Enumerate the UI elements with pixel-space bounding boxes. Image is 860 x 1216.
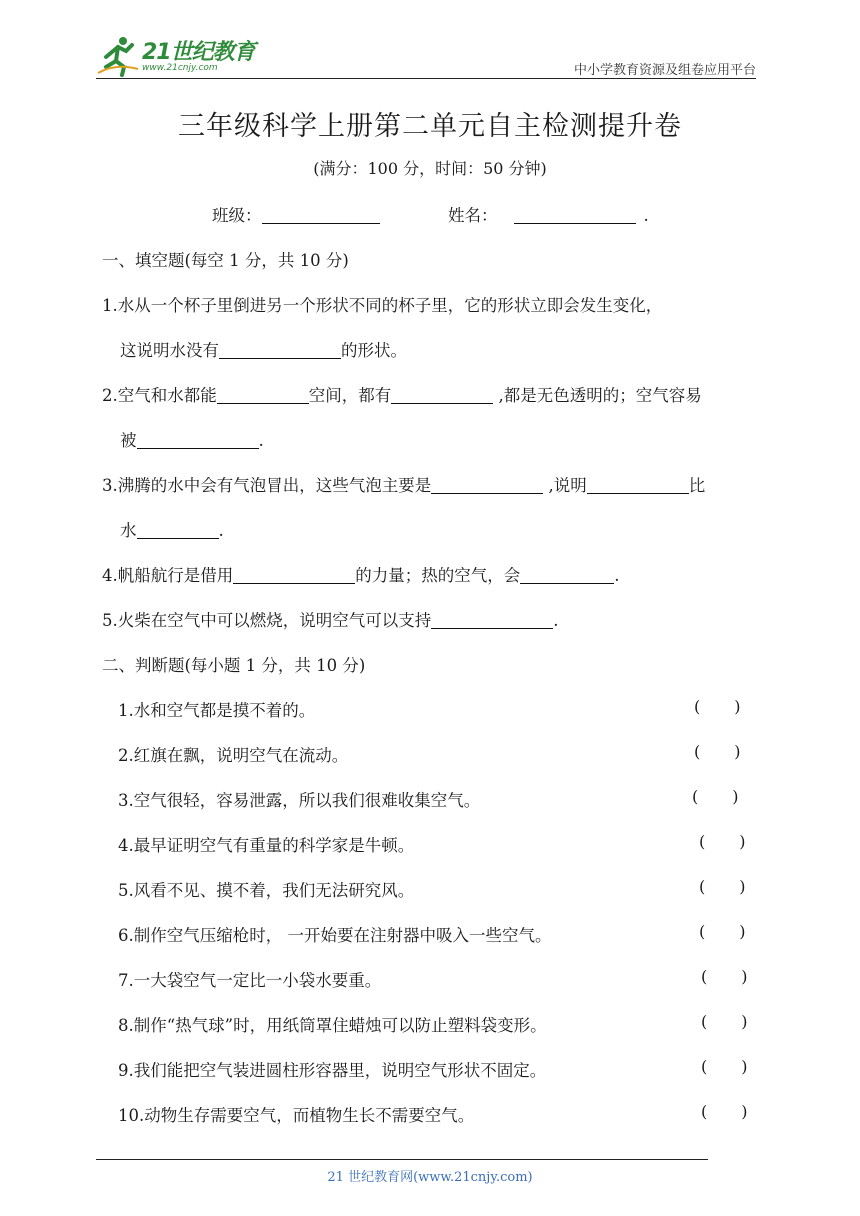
q3-text-a: 3.沸腾的水中会有气泡冒出，这些气泡主要是	[102, 476, 432, 495]
q2-text-e: .	[258, 431, 264, 450]
q4-text-b: 的力量；热的空气，会	[355, 566, 521, 585]
q3-text-b: ,说明	[543, 476, 587, 495]
name-field-row	[448, 202, 649, 226]
q5-blank[interactable]	[431, 612, 553, 630]
class-field-row	[212, 202, 380, 226]
q2-blank-1[interactable]	[217, 387, 309, 405]
q1-blank[interactable]	[219, 342, 341, 360]
q2-text-c: ,都是无色透明的；空气容易	[493, 386, 702, 405]
class-label: 班级：	[212, 206, 262, 225]
site-logo	[96, 33, 266, 77]
q5-text-a: 5.火柴在空气中可以燃烧，说明空气可以支持	[102, 611, 432, 630]
header-divider	[96, 78, 756, 79]
q4-line	[102, 562, 620, 586]
q1-line2	[120, 337, 407, 361]
judge-answer-5[interactable]: ( )	[699, 877, 746, 896]
q3-line1	[102, 472, 705, 496]
section2-heading: 二、判断题(每小题 1 分，共 10 分)	[102, 656, 366, 675]
q3-text-e: .	[218, 521, 224, 540]
judge-answer-9[interactable]: ( )	[701, 1057, 748, 1076]
q2-text-d: 被	[120, 431, 137, 450]
runner-logo-icon	[96, 33, 140, 77]
q3-line2	[120, 517, 224, 541]
name-blank[interactable]	[514, 207, 636, 225]
q3-blank-1[interactable]	[431, 477, 543, 495]
q4-text-c: .	[614, 566, 620, 585]
q1-line1: 1.水从一个杯子里倒进另一个形状不同的杯子里，它的形状立即会发生变化，	[102, 296, 663, 315]
q5-line	[102, 607, 559, 631]
judge-item-7: 7.一大袋空气一定比一小袋水要重。	[118, 971, 382, 990]
q3-blank-3[interactable]	[137, 522, 219, 540]
q2-line1	[102, 382, 702, 406]
name-end-mark: .	[643, 206, 649, 225]
page-subtitle: (满分：100 分，时间：50 分钟)	[313, 159, 547, 178]
judge-answer-4[interactable]: ( )	[699, 832, 746, 851]
judge-answer-7[interactable]: ( )	[701, 967, 748, 986]
class-blank[interactable]	[262, 207, 380, 225]
judge-item-9: 9.我们能把空气装进圆柱形容器里，说明空气形状不固定。	[118, 1061, 547, 1080]
judge-answer-10[interactable]: ( )	[701, 1102, 748, 1121]
q2-blank-3[interactable]	[137, 432, 259, 450]
name-label: 姓名：	[448, 206, 498, 225]
q4-text-a: 4.帆船航行是借用	[102, 566, 234, 585]
q4-blank-1[interactable]	[233, 567, 355, 585]
judge-item-3: 3.空气很轻，容易泄露，所以我们很难收集空气。	[118, 791, 481, 810]
judge-item-2: 2.红旗在飘，说明空气在流动。	[118, 746, 349, 765]
q1-text-a: 这说明水没有	[120, 341, 219, 360]
q1-text-b: 的形状。	[341, 341, 407, 360]
logo-text: 21世纪教育	[142, 40, 255, 65]
logo-url: www.21cnjy.com	[142, 63, 218, 73]
q3-text-d: 水	[120, 521, 137, 540]
judge-answer-3[interactable]: ( )	[692, 787, 739, 806]
header-tagline: 中小学教育资源及组卷应用平台	[573, 63, 756, 78]
section1-heading: 一、填空题(每空 1 分，共 10 分)	[102, 251, 349, 270]
judge-answer-2[interactable]: ( )	[694, 742, 741, 761]
judge-answer-1[interactable]: ( )	[694, 697, 741, 716]
q2-text-b: 空间，都有	[308, 386, 392, 405]
page-title: 三年级科学上册第二单元自主检测提升卷	[178, 111, 682, 142]
judge-item-1: 1.水和空气都是摸不着的。	[118, 701, 316, 720]
footer-divider	[96, 1159, 708, 1160]
judge-answer-8[interactable]: ( )	[701, 1012, 748, 1031]
judge-answer-6[interactable]: ( )	[699, 922, 746, 941]
q2-text-a: 2.空气和水都能	[102, 386, 217, 405]
judge-item-10: 10.动物生存需要空气，而植物生长不需要空气。	[118, 1106, 475, 1125]
q4-blank-2[interactable]	[520, 567, 614, 585]
q2-line2	[120, 427, 264, 451]
judge-item-8: 8.制作“热气球”时，用纸筒罩住蜡烛可以防止塑料袋变形。	[118, 1016, 547, 1035]
q5-text-b: .	[553, 611, 559, 630]
q2-blank-2[interactable]	[391, 387, 493, 405]
judge-item-6: 6.制作空气压缩枪时， 一开始要在注射器中吸入一些空气。	[118, 926, 552, 945]
judge-item-5: 5.风看不见、摸不着，我们无法研究风。	[118, 881, 415, 900]
q3-blank-2[interactable]	[587, 477, 689, 495]
q3-text-c: 比	[688, 476, 706, 495]
footer-link[interactable]: 21 世纪教育网(www.21cnjy.com)	[327, 1170, 533, 1185]
judge-item-4: 4.最早证明空气有重量的科学家是牛顿。	[118, 836, 415, 855]
